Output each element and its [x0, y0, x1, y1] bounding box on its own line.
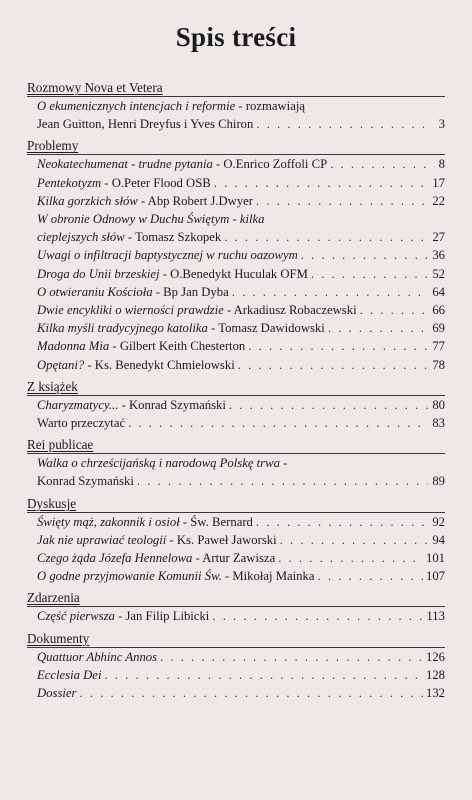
entry-text	[37, 155, 327, 173]
entry-line	[37, 210, 445, 228]
entry-article-title: Droga do Unii brzeskiej	[37, 266, 160, 281]
entry-author: - Arkadiusz Robaczewski	[223, 303, 357, 318]
entry-line	[37, 174, 445, 192]
entry-line	[37, 513, 445, 531]
entry-text	[37, 549, 275, 567]
toc-entry	[37, 319, 445, 337]
leader-dots	[104, 666, 423, 684]
toc-entry	[37, 246, 445, 264]
entry-list	[27, 97, 445, 133]
leader-dots	[301, 246, 428, 264]
entry-article-title: cieplejszych słów	[37, 230, 125, 245]
entry-author: - O.Benedykt Huculak OFM	[159, 266, 308, 281]
entry-article-title: Kilka gorzkich słów	[37, 193, 138, 208]
toc-entry	[37, 396, 445, 414]
entry-line	[37, 684, 445, 702]
page-number: 78	[432, 357, 445, 372]
page-number: 113	[426, 609, 445, 624]
entry-line	[37, 414, 445, 432]
toc-section	[27, 437, 445, 490]
entry-article-title: Neokatechumenat - trudne pytania	[37, 157, 213, 172]
entry-line	[37, 192, 445, 210]
page-number: 8	[438, 157, 445, 172]
entry-line	[37, 228, 445, 246]
toc-entry	[37, 301, 445, 319]
entry-article-title: Jak nie uprawiać teologii	[37, 532, 167, 547]
toc-entry	[37, 414, 445, 432]
entry-text	[37, 246, 298, 264]
leader-dots	[330, 155, 428, 173]
entry-text	[37, 684, 76, 702]
toc-entry	[37, 513, 445, 531]
leader-dots	[238, 356, 428, 374]
entry-author: - Tomasz Dawidowski	[207, 321, 325, 336]
page-number: 101	[425, 551, 445, 566]
entry-author: - Jan Filip Libicki	[114, 609, 210, 624]
leader-dots	[212, 607, 423, 625]
entry-article-title: O ekumenicznych intencjach i reformie	[37, 99, 236, 113]
section-heading: Zdarzenia	[27, 590, 80, 606]
entry-line	[37, 472, 445, 490]
entry-text	[37, 174, 211, 192]
leader-dots	[256, 513, 428, 531]
page-number: 77	[432, 339, 445, 354]
entry-article-title: Czego żąda Józefa Hennelowa	[37, 551, 193, 566]
entry-text	[37, 648, 157, 666]
entry-article-title: Kilka myśli tradycyjnego katolika	[37, 321, 208, 336]
entry-line	[37, 97, 445, 115]
toc-section	[27, 496, 445, 586]
entry-text	[37, 319, 325, 337]
entry-list	[27, 396, 445, 432]
leader-dots	[137, 472, 428, 490]
entry-article-title: Dossier	[37, 686, 77, 701]
toc-entry	[37, 265, 445, 283]
entry-line	[37, 454, 445, 472]
entry-article-title: Część pierwsza	[37, 609, 115, 624]
entry-line	[37, 567, 445, 585]
entry-line	[37, 356, 445, 374]
page-number: 52	[432, 266, 445, 281]
entry-text	[37, 567, 314, 585]
entry-text	[37, 337, 245, 355]
entry-text	[37, 531, 277, 549]
leader-dots	[128, 414, 428, 432]
entry-text	[37, 396, 226, 414]
entry-list	[27, 155, 445, 373]
toc-entry	[37, 684, 445, 702]
toc-entry	[37, 192, 445, 210]
leader-dots	[360, 301, 428, 319]
entry-author: - Tomasz Szkopek	[124, 230, 222, 245]
page-number: 94	[432, 532, 445, 547]
entry-author: - Gilbert Keith Chesterton	[109, 339, 246, 354]
entry-list	[27, 648, 445, 703]
toc-entry	[37, 283, 445, 301]
section-heading: Rozmowy Nova et Vetera	[27, 80, 163, 95]
entry-list	[27, 454, 445, 490]
entry-text	[37, 228, 221, 246]
entry-author: Warto przeczytać	[37, 416, 126, 431]
entry-line	[37, 549, 445, 567]
section-heading: Dokumenty	[27, 630, 90, 646]
page-number: 27	[432, 230, 445, 245]
entry-line	[37, 531, 445, 549]
entry-text	[37, 115, 253, 133]
page-number: 3	[438, 117, 445, 132]
toc-entry	[37, 531, 445, 549]
leader-dots	[280, 531, 428, 549]
toc-section	[27, 379, 445, 432]
toc-section	[27, 631, 445, 703]
page-number: 69	[432, 321, 445, 336]
entry-author: - O.Peter Flood OSB	[101, 175, 211, 190]
entry-text	[37, 210, 265, 228]
leader-dots	[79, 684, 422, 702]
entry-article-title: Opętani?	[37, 357, 85, 372]
page-number: 22	[432, 193, 445, 208]
entry-author: - Mikołaj Mainka	[221, 569, 315, 584]
toc-entry	[37, 174, 445, 192]
entry-author: Konrad Szymański	[37, 474, 134, 489]
toc-entry	[37, 97, 445, 133]
section-heading: Problemy	[27, 138, 79, 154]
section-heading: Rei publicae	[27, 437, 94, 453]
entry-text	[37, 283, 229, 301]
entry-author: - rozmawiają	[235, 99, 305, 113]
entry-line	[37, 648, 445, 666]
entry-author: - Ks. Paweł Jaworski	[166, 532, 277, 547]
entry-text	[37, 454, 287, 472]
entry-text	[37, 265, 308, 283]
page-number: 132	[425, 686, 445, 701]
entry-article-title: W obronie Odnowy w Duchu Świętym - kilka	[37, 212, 265, 227]
toc-entry	[37, 549, 445, 567]
entry-author: - Bp Jan Dyba	[152, 284, 229, 299]
page-number: 66	[432, 303, 445, 318]
entry-line	[37, 246, 445, 264]
entry-article-title: Ecclesia Dei	[37, 667, 102, 682]
entry-line	[37, 265, 445, 283]
leader-dots	[328, 319, 428, 337]
toc-entry	[37, 356, 445, 374]
entry-text	[37, 192, 253, 210]
entry-author: - Artur Zawisza	[192, 551, 276, 566]
leader-dots	[248, 337, 428, 355]
entry-author: -	[279, 456, 288, 471]
page-number: 83	[432, 416, 445, 431]
entry-text	[37, 666, 101, 684]
section-heading: Z książek	[27, 378, 78, 394]
page-number: 126	[425, 649, 445, 664]
entry-text	[37, 513, 253, 531]
entry-author: - Konrad Szymański	[118, 397, 226, 412]
toc-entry	[37, 337, 445, 355]
leader-dots	[224, 228, 428, 246]
page-number: 36	[432, 248, 445, 263]
entry-text	[37, 414, 125, 432]
toc-entry	[37, 607, 445, 625]
entry-text	[37, 607, 209, 625]
toc-entry	[37, 155, 445, 173]
entry-author: - Św. Bernard	[179, 514, 253, 529]
entry-article-title: Pentekotyzm	[37, 175, 102, 190]
page-number: 80	[432, 397, 445, 412]
page-number: 17	[432, 175, 445, 190]
entry-article-title: O otwieraniu Kościoła	[37, 284, 153, 299]
page-title: Spis treści	[175, 22, 297, 52]
table-of-contents	[27, 80, 445, 707]
entry-text	[37, 301, 357, 319]
entry-text	[37, 472, 134, 490]
leader-dots	[278, 549, 423, 567]
entry-article-title: Madonna Mia	[37, 339, 110, 354]
leader-dots	[256, 192, 428, 210]
toc-section	[27, 590, 445, 625]
entry-author: Jean Guitton, Henri Dreyfus i Yves Chiron	[37, 117, 254, 132]
entry-line	[37, 301, 445, 319]
leader-dots	[214, 174, 428, 192]
entry-author: - O.Enrico Zoffoli CP	[212, 157, 328, 172]
leader-dots	[229, 396, 428, 414]
page-number: 64	[432, 284, 445, 299]
leader-dots	[160, 648, 423, 666]
entry-article-title: Charyzmatycy...	[37, 397, 119, 412]
entry-list	[27, 607, 445, 625]
toc-section	[27, 80, 445, 133]
entry-line	[37, 319, 445, 337]
entry-article-title: Quattuor Abhinc Annos	[37, 649, 158, 664]
entry-line	[37, 115, 445, 133]
leader-dots	[311, 265, 428, 283]
page-number: 107	[425, 569, 445, 584]
toc-entry	[37, 454, 445, 490]
entry-line	[37, 666, 445, 684]
entry-text	[37, 97, 305, 115]
entry-article-title: Święty mąż, zakonnik i osioł	[37, 514, 180, 529]
toc-entry	[37, 648, 445, 666]
entry-line	[37, 155, 445, 173]
toc-section	[27, 138, 445, 373]
toc-entry	[37, 210, 445, 246]
entry-article-title: Uwagi o infiltracji baptystycznej w ruchu oazowym	[37, 248, 298, 263]
entry-text	[37, 356, 235, 374]
section-heading: Dyskusje	[27, 495, 77, 511]
entry-line	[37, 396, 445, 414]
entry-author: - Ks. Benedykt Chmielowski	[84, 357, 235, 372]
entry-line	[37, 607, 445, 625]
entry-article-title: O godne przyjmowanie Komunii Św.	[37, 569, 222, 584]
entry-list	[27, 513, 445, 586]
page-number: 92	[432, 514, 445, 529]
leader-dots	[317, 567, 422, 585]
page-number: 128	[425, 667, 445, 682]
entry-line	[37, 283, 445, 301]
toc-entry	[37, 666, 445, 684]
page-number: 89	[432, 474, 445, 489]
entry-line	[37, 337, 445, 355]
entry-article-title: Walka o chrześcijańską i narodową Polskę trwa	[37, 456, 280, 471]
entry-article-title: Dwie encykliki o wierności prawdzie	[37, 303, 224, 318]
leader-dots	[232, 283, 428, 301]
toc-entry	[37, 567, 445, 585]
entry-author: - Abp Robert J.Dwyer	[137, 193, 254, 208]
leader-dots	[256, 115, 428, 133]
